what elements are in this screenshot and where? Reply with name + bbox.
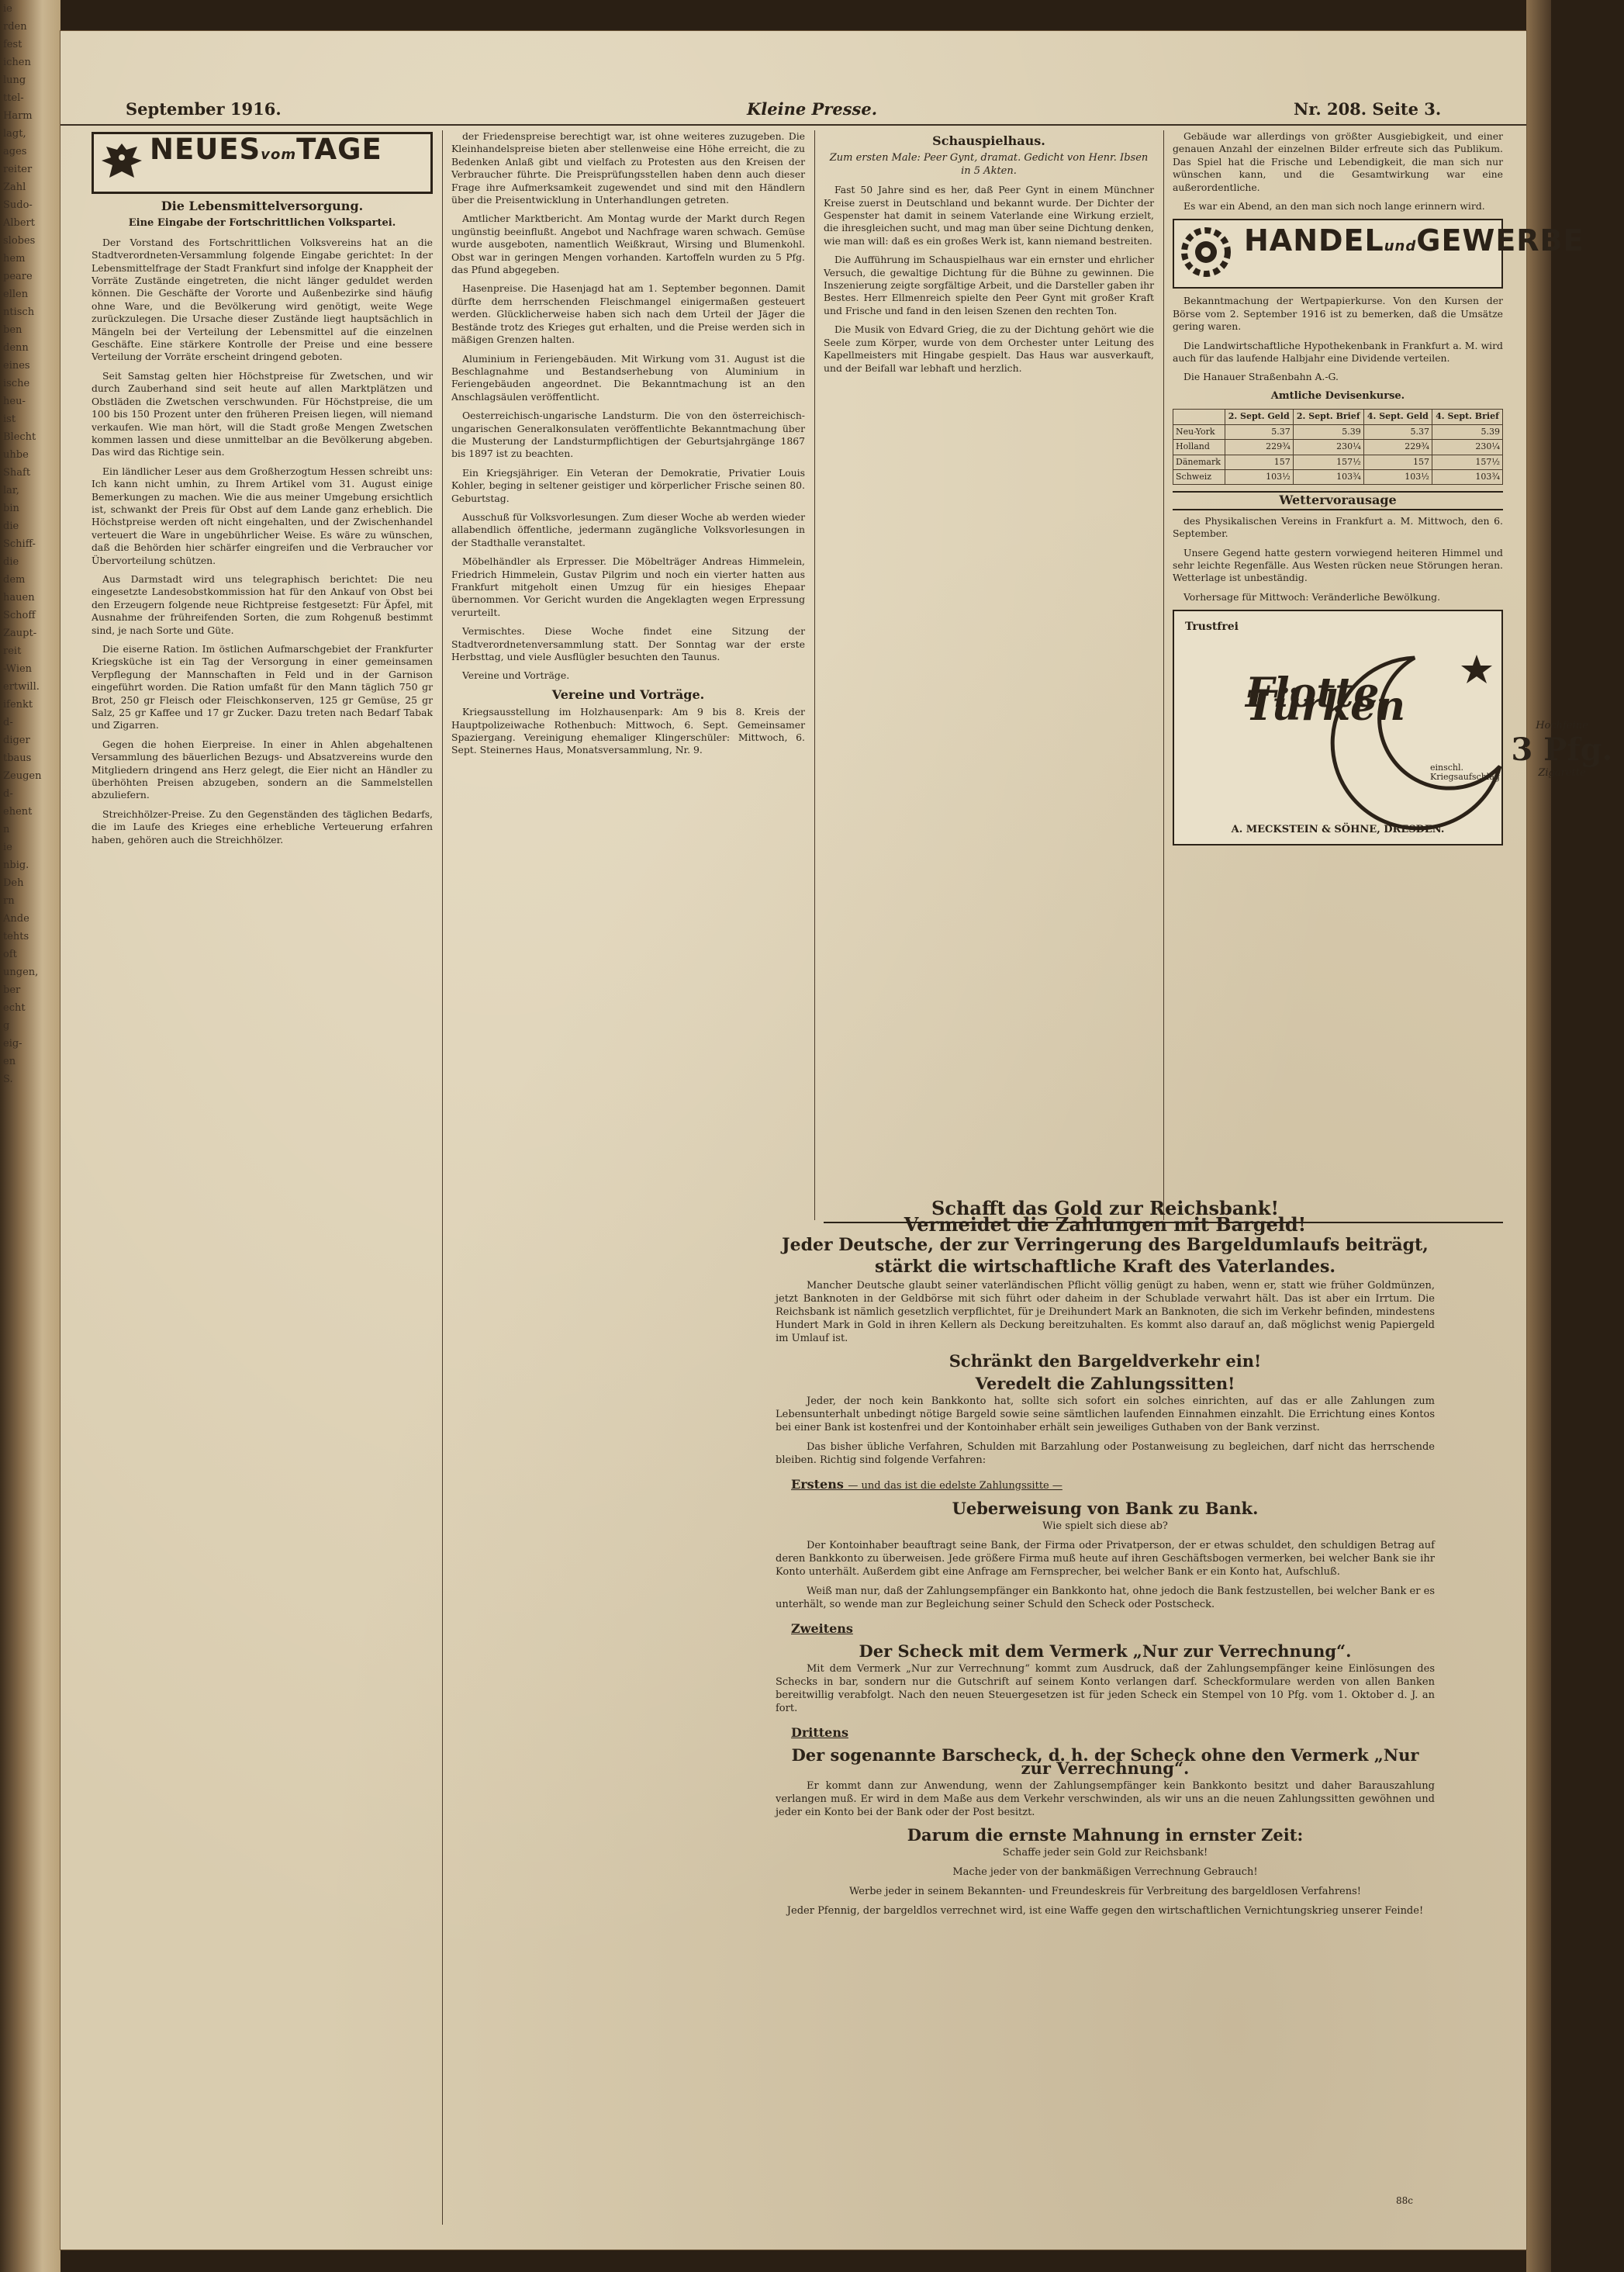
table-header-cell: 4. Sept. Brief: [1432, 410, 1502, 424]
article-paragraph: Hasenpreise. Die Hasenjagd hat am 1. September begonnen. Damit dürfte dem herrschenden Fleischmangel einigermaßen gesteuert werden. Glücklicherweise haben sich nach dem Urteil der Jäger die Bestände trotz des Krieges gut erhalten, und die Preise werden sich in mäßigen Grenzen halten.: [451, 282, 805, 346]
strip-line: uhbe: [3, 449, 29, 461]
strip-line: rden: [3, 21, 27, 33]
section-title: Die Lebensmittelversorgung.: [161, 199, 364, 213]
strip-line: lar,: [3, 485, 19, 496]
appeal-headline-3: Jeder Deutsche, der zur Verringerung des Bargeldumlaufs beiträgt, stärkt die wirtschaftliche Kraft des Vaterlandes.: [782, 1235, 1429, 1277]
table-cell: Holland: [1173, 440, 1225, 455]
strip-line: nbig.: [3, 859, 29, 871]
handel-articles: [1173, 295, 1503, 383]
strip-line: ie: [3, 3, 12, 15]
table-cell: 157: [1363, 455, 1432, 469]
column-rule: [814, 130, 815, 1220]
strip-line: ehent: [3, 806, 33, 818]
strip-line: ber: [3, 984, 21, 996]
appeal-headline: Schafft das Gold zur Reichsbank!: [931, 1197, 1279, 1219]
strip-line: hauen: [3, 592, 35, 603]
article-paragraph: Ausschuß für Volksvorlesungen. Zum dieser Woche ab werden wieder allabendlich öffentliche, jedermann zugängliche Volksvorlesungen in der Stadthalle veranstaltet.: [451, 510, 805, 548]
strip-line: -Wien: [3, 663, 33, 675]
devisen-title: Amtliche Devisenkurse.: [1270, 389, 1405, 402]
table-header-cell: 4. Sept. Geld: [1363, 410, 1432, 424]
table-cell: 5.39: [1293, 424, 1363, 439]
devisen-table: [1173, 409, 1503, 485]
strip-line: Shaft: [3, 467, 31, 479]
strip-line: reit: [3, 645, 22, 657]
weather-paragraph: Unsere Gegend hatte gestern vorwiegend heiteren Himmel und sehr leichte Regenfälle. Aus Westen rücken neue Störungen heran. Wetterlage ist unbeständig.: [1173, 546, 1503, 584]
strip-line: die: [3, 556, 19, 568]
appeal-heading: Der Scheck mit dem Vermerk „Nur zur Verrechnung“.: [859, 1641, 1352, 1661]
table-row: [1173, 424, 1503, 439]
strip-line: reiter: [3, 164, 33, 175]
strip-line: Sudo-: [3, 199, 33, 211]
article-paragraph: Möbelhändler als Erpresser. Die Möbelträger Andreas Himmelein, Friedrich Himmelein, Gustav Pilgrim und noch ein vierter hatten aus Frankfurt mitgeholt einen Umzug für ein hiesiges Ehepaar übernommen. Vor Gericht wurden die Angeklagten wegen Erpressung verurteilt.: [451, 555, 805, 618]
table-header-row: [1173, 410, 1503, 424]
strip-line: bin: [3, 503, 19, 514]
strip-line: denn: [3, 342, 29, 354]
weather-forecast: [1173, 515, 1503, 603]
article-paragraph: Aluminium in Feriengebäuden. Mit Wirkung vom 31. August ist die Beschlagnahme und Bestandserhebung von Aluminium in Feriengebäuden angeordnet. Die Bekanntmachung ist an den Anschlagsäulen veröffentlicht.: [451, 352, 805, 403]
ad-price: 3 Pfg.: [1511, 731, 1613, 768]
ad-kriegsaufschlag: einschl. Kriegsaufschlag: [1430, 763, 1500, 783]
page-header: [60, 31, 1526, 119]
ad-hochfeine: Hochfeine: [1536, 720, 1588, 732]
table-cell: Neu-York: [1173, 424, 1225, 439]
strip-line: Zahl: [3, 182, 26, 193]
table-cell: 5.37: [1225, 424, 1293, 439]
appeal-paragraph: Der Kontoinhaber beauftragt seine Bank, der Firma oder Privatperson, der er etwas schuldet, den schuldigen Betrag auf deren Bankkonto zu überweisen. Jede größere Firma muß heute auf ihren Geschäftsbogen vermerken, bei welcher Bank sie ihr Konto unterhält. Außerdem gibt eine Anfrage am Fernsprecher, bei welcher Bank er ein Konto hat, Aufschluß.: [776, 1540, 1435, 1578]
strip-line: heu-: [3, 396, 26, 407]
business-paragraph: Die Hanauer Straßenbahn A.-G.: [1183, 371, 1339, 383]
column-rule: [442, 130, 443, 2225]
table-cell: 5.37: [1363, 424, 1432, 439]
article-paragraph: Vermischtes. Diese Woche findet eine Sitzung der Stadtverordnetenversammlung statt. Der Sonntag war der erste Herbsttag, und viele Ausflügler besuchten den Taunus.: [451, 625, 805, 663]
column-2-articles: [451, 130, 805, 683]
strip-line: Ande: [3, 913, 29, 925]
ad-zigarette: Zigarette: [1538, 766, 1586, 779]
strip-line: lung: [3, 74, 26, 86]
column-1: [92, 130, 433, 2225]
column-2: [451, 130, 805, 2225]
review-paragraph: Es war ein Abend, an den man sich noch lange erinnern wird.: [1183, 200, 1485, 213]
vereine-text: Kriegsausstellung im Holzhausenpark: Am 9 bis 8. Kreis der Hauptpolizeiwache Rothenbuch: Mittwoch, 6. Sept. Gemeinsamer Spaziergang. Vereinigung ehemaliger Klingerschüler: Mittwoch, 6. Sept. Steinernes Haus, Monatsversammlung, Nr. 9.: [451, 706, 805, 756]
appeal-question: Wie spielt sich diese ab?: [1042, 1520, 1168, 1532]
article-paragraph: Ein Kriegsjähriger. Ein Veteran der Demokratie, Privatier Louis Kohler, beging in seltener geistiger und körperlicher Frische seinen 80. Geburtstag.: [451, 466, 805, 504]
banner-title: HANDELundGEWERBE: [1244, 223, 1584, 258]
table-cell: 103½: [1225, 469, 1293, 484]
appeal-paragraph: Jeder, der noch kein Bankkonto hat, sollte sich sofort ein solches einrichten, auf das er alle Zahlungen zum Lebensunterhalt unbedingt nötige Bargeld sowie seine sämtlichen laufenden Einnahmen einzahlt. Die Errichtung eines Kontos bei einer Bank ist kostenfrei und der Kontoinhaber erhält sein jeweiliges Guthaben von der Bank verzinst.: [776, 1395, 1435, 1433]
column-4: [1173, 130, 1613, 1216]
appeal-paragraph: Mancher Deutsche glaubt seiner vaterländischen Pflicht völlig genügt zu haben, wenn er, statt wie früher Goldmünzen, jetzt Banknoten in der Geldbörse mit sich führt oder daheim in der Schublade verwahrt hält. Das ist aber ein Irrtum. Die Reichsbank ist nämlich gesetzlich verpflichtet, für je Dreihundert Mark an Banknoten, die sich im Verkehr befinden, mindestens Hundert Mark in Gold in ihren Kellern als Deckung bereitzuhalten. Es kommt also darauf an, daß möglichst wenig Papiergeld im Umlauf ist.: [776, 1280, 1435, 1344]
strip-line: ungen,: [3, 967, 39, 978]
strip-line: fest: [3, 39, 22, 50]
gear-icon: [1179, 225, 1233, 279]
zweitens-lead: Zweitens: [791, 1621, 853, 1636]
appeal-paragraph: Weiß man nur, daß der Zahlungsempfänger ein Bankkonto hat, ohne jedoch die Bank festzustellen, bei welcher Bank er es unterhält, so wende man zur Begleichung seiner Schuld den Scheck oder Postscheck.: [776, 1586, 1435, 1610]
article-paragraph: Vereine und Vorträge.: [462, 669, 570, 682]
page-corner-mark: 88c: [1396, 2195, 1413, 2206]
handel-und-gewerbe-banner: [1173, 219, 1584, 289]
masthead-title: NEUESvomTAGE: [150, 133, 382, 166]
table-header-cell: [1173, 410, 1225, 424]
article-paragraph: Amtlicher Marktbericht. Am Montag wurde der Markt durch Regen ungünstig beeinflußt. Angebot und Nachfrage waren schwach. Gemüse wurde ausgeboten, namentlich Weißkraut, Wirsing und Blumenkohl. Obst war in geringen Mengen vorhanden. Kartoffeln wurden zu 5 Pfg. das Pfund abgegeben.: [451, 213, 805, 276]
review-paragraph: Gebäude war allerdings von größter Ausgiebigkeit, und einer genauen Anzahl der einzelnen Bilder erfreute sich das Publikum. Das Spiel hat die Frische und Lebendigkeit, die man sich nur wünschen kann, und die Gesamtwirkung war eine außerordentliche.: [1173, 130, 1503, 193]
strip-line: d-: [3, 717, 13, 728]
strip-line: ische: [3, 378, 30, 389]
article-paragraph: Oesterreichisch-ungarische Landsturm. Die von den österreichisch-ungarischen Generalkonsulaten veröffentlichte Bekanntmachung über die Musterung der Landsturmpflichtigen der Geburtsjahrgänge 1867 bis 1897 ist zu beachten.: [451, 410, 805, 460]
table-header-cell: 2. Sept. Geld: [1225, 410, 1293, 424]
strip-line: Zaupt-: [3, 628, 37, 639]
strip-line: ertwill.: [3, 681, 40, 693]
adjacent-page-strip: [0, 0, 47, 2272]
appeal-call: Jeder Pfennig, der bargeldlos verrechnet wird, ist eine Waffe gegen den wirtschaftlichen Vernichtungskrieg unserer Feinde!: [786, 1905, 1424, 1917]
weather-title: Wettervorausage: [1173, 491, 1503, 510]
strip-line: ellen: [3, 289, 29, 300]
article-paragraph: Aus Darmstadt wird uns telegraphisch berichtet: Die neu eingesetzte Landesobstkommission hat für den Ankauf von Obst bei den Erzeugern folgende neue Richtpreise festgesetzt: Für Äpfel, mit Ausnahme der frühreifenden Sorten, die zum Rohgenuß bestimmt sind, je nach Sorte und Güte.: [92, 572, 433, 636]
table-cell: 5.39: [1432, 424, 1502, 439]
strip-line: g: [3, 1020, 10, 1032]
play-subtitle: Zum ersten Male: Peer Gynt, dramat. Gedicht von Henr. Ibsen in 5 Akten.: [829, 152, 1149, 177]
appeal-call: Mache jeder von der bankmäßigen Verrechnung Gebrauch!: [952, 1866, 1258, 1878]
strip-line: tbaus: [3, 752, 32, 764]
appeal-paragraph: Er kommt dann zur Anwendung, wenn der Zahlungsempfänger kein Bankkonto besitzt und daher Barauszahlung verlangen muß. Er wird in dem Maße aus dem Verkehr verschwinden, als wir uns an die neuen Zahlungssitten gewöhnen und jeder ein Konto bei der Bank oder der Post besitzt.: [776, 1780, 1435, 1818]
table-cell: 103¾: [1293, 469, 1363, 484]
business-paragraph: Bekanntmachung der Wertpapierkurse. Von den Kursen der Börse vom 2. September 1916 ist zu bemerken, daß die Umsätze gering waren.: [1173, 295, 1503, 333]
strip-line: oft: [3, 949, 17, 960]
article-paragraph: Seit Samstag gelten hier Höchstpreise für Zwetschen, und wir durch Zauberhand sind seit heute auf allen Marktplätzen und Obstläden die Zwetschen verschwunden. Für Höchstpreise, die um 100 bis 150 Prozent unter den früheren Preisen liegen, will niemand verkaufen. Wie man hört, will die Stadt große Mengen Zwetschen kommen lassen und diese unmittelbar an die Bevölkerung abgeben. Das wird das Richtige sein.: [92, 369, 433, 458]
strip-line: ist: [3, 413, 16, 425]
strip-line: peare: [3, 271, 33, 282]
column-1-articles: [92, 237, 433, 846]
weather-paragraph: Vorhersage für Mittwoch: Veränderliche Bewölkung.: [1183, 590, 1441, 603]
page-number: Nr. 208. Seite 3.: [1294, 99, 1442, 119]
review-paragraph: Die Aufführung im Schauspielhaus war ein ernster und ehrlicher Versuch, die gewaltige Dichtung für die Bühne zu gewinnen. Die Inszenierung zeigte sorgfältige Arbeit, und die Darsteller gaben ihr Bestes. Herr Ellmenreich spielte den Peer Gynt mit großer Kraft und Frische und fand in den leisen Szenen den rechten Ton.: [824, 254, 1154, 316]
newspaper-name: Kleine Presse.: [747, 99, 878, 119]
table-cell: Schweiz: [1173, 469, 1225, 484]
reichsbank-gold-appeal: [776, 1198, 1435, 2207]
strip-line: diger: [3, 735, 30, 746]
strip-line: Deh: [3, 877, 24, 889]
article-paragraph: Der Vorstand des Fortschrittlichen Volksvereins hat an die Stadtverordneten-Versammlung folgende Eingabe gerichtet: In der Lebensmittelfrage der Stadt Frankfurt sind infolge der Knappheit der Vorräte Zustände eingetreten, die nicht länger geduldet werden können. Die Geschäfte der Vororte und Außenbezirke sind häufig ohne Ware, und die Bevölkerung wird genötigt, weite Wege zurückzulegen. Die Ursache dieser Zustände liegt hauptsächlich in Mängeln bei der Verteilung der Lebensmittel auf die einzelnen Geschäfte. Eine stärkere Kontrolle der Preise und eine bessere Verteilung der Vorräte erscheint dringend geboten.: [92, 236, 433, 363]
appeal-call: Werbe jeder in seinem Bekannten- und Freundeskreis für Verbreitung des bargeldlosen Verfahrens!: [848, 1886, 1361, 1897]
appeal-heading: Der sogenannte Barscheck, d. h. der Scheck ohne den Vermerk „Nur zur Verrechnung“.: [791, 1745, 1419, 1778]
column-3-articles: [824, 184, 1154, 375]
strip-line: ttel-: [3, 92, 24, 104]
header-rule: [60, 124, 1526, 126]
ad-price-box: [1500, 720, 1624, 780]
table-cell: Dänemark: [1173, 455, 1225, 469]
strip-line: n: [3, 824, 10, 835]
strip-line: eines: [3, 360, 30, 372]
strip-line: die: [3, 520, 19, 532]
strip-line: en: [3, 1056, 16, 1067]
table-cell: 230¼: [1293, 440, 1363, 455]
appeal-heading: Darum die ernste Mahnung in ernster Zeit:: [907, 1825, 1304, 1845]
erstens-lead: Erstens — und das ist die edelste Zahlungssitte —: [791, 1477, 1063, 1492]
section-title: Schauspielhaus.: [932, 133, 1045, 148]
drittens-lead: Drittens: [791, 1725, 848, 1740]
article-paragraph: Ein ländlicher Leser aus dem Großherzogtum Hessen schreibt uns: Ich kann nicht umhin, zu Ihrem Artikel vom 31. August einige Bemerkungen zu machen. Wie die aus meiner Umgebung ersichtlich ist, schwankt der Preis für Obst auf dem Lande ganz erheblich. Die Höchstpreise werden oft nicht eingehalten, und der Zwischenhandel verteuert die Ware in ungebührlicher Weise. Es wäre zu wünschen, daß die Behörden hier schärfer eingreifen und die Verbraucher vor Übervorteilung schützen.: [92, 465, 433, 566]
strip-line: ben: [3, 324, 22, 336]
eagle-icon: [98, 139, 145, 185]
strip-line: hem: [3, 253, 26, 265]
strip-line: dem: [3, 574, 26, 586]
appeal-headline-2: Vermeidet die Zahlungen mit Bargeld!: [904, 1213, 1307, 1236]
column-rule: [1163, 130, 1164, 1220]
ad-manufacturer: A. MECKSTEIN & SÖHNE, DRESDEN.: [1231, 823, 1445, 835]
review-paragraph: Die Musik von Edvard Grieg, die zu der Dichtung gehört wie die Seele zum Körper, wurde von dem Orchester unter Leitung des Kapellmeisters mit Hingabe gespielt. Das Haus war ausverkauft, und der Beifall war lebhaft und herzlich.: [824, 323, 1154, 374]
ad-brand-name: Flotte Türken: [1246, 669, 1406, 730]
issue-date: September 1916.: [126, 99, 282, 119]
table-cell: 157½: [1293, 455, 1363, 469]
strip-line: Harm: [3, 110, 33, 122]
table-cell: 230¼: [1432, 440, 1502, 455]
strip-line: rn: [3, 895, 15, 907]
table-cell: 103½: [1363, 469, 1432, 484]
scan-right-edge: [1526, 0, 1551, 2272]
appeal-paragraph: Mit dem Vermerk „Nur zur Verrechnung“ kommt zum Ausdruck, daß der Zahlungsempfänger keine Einlösungen des Schecks in bar, sondern nur die Gutschrift auf seinem Konto verlangen darf. Scheckformulare werden von allen Banken bereitwillig verabfolgt. Nach den neuen Steuergesetzen ist für jeden Scheck ein Stempel von 10 Pfg. vom 1. Oktober d. J. an fort.: [776, 1663, 1435, 1714]
strip-line: Blecht: [3, 431, 36, 443]
article-paragraph: Die eiserne Ration. Im östlichen Aufmarschgebiet der Frankfurter Kriegsküche ist ein Tag der Versorgung in einer gemeinsamen Verpflegung der Mannschaften in Feld und in der Garnison eingeführt worden. Die Ration umfaßt für den Mann täglich 750 gr Brot, 250 gr Fleisch oder Fleischkonserven, 125 gr Gemüse, 25 gr Salz, 25 gr Kaffee und 17 gr Zucker. Dazu treten nach Bedarf Tabak und Zigarren.: [92, 643, 433, 731]
strip-line: Albert: [3, 217, 35, 229]
strip-line: echt: [3, 1002, 26, 1014]
strip-line: ie: [3, 842, 12, 853]
article-paragraph: Streichhölzer-Preise. Zu den Gegenständen des täglichen Bedarfs, die im Laufe des Krieges eine erhebliche Verteuerung erfahren haben, gehören auch die Streichhölzer.: [92, 807, 433, 846]
strip-line: lagt,: [3, 128, 26, 140]
table-row: [1173, 455, 1503, 469]
table-row: [1173, 440, 1503, 455]
table-row: [1173, 469, 1503, 484]
table-cell: 229¾: [1363, 440, 1432, 455]
article-paragraph: Gegen die hohen Eierpreise. In einer in Ahlen abgehaltenen Versammlung des bäuerlichen Bezugs- und Absatzvereins wurde den Mitgliedern dringend ans Herz gelegt, die Eier nicht an Händler zu überhöhten Preisen abzugeben, sondern an die Sammelstellen abzuliefern.: [92, 738, 433, 801]
appeal-heading: Schränkt den Bargeldverkehr ein!: [948, 1351, 1262, 1371]
appeal-paragraph: Das bisher übliche Verfahren, Schulden mit Barzahlung oder Postanweisung zu begleichen, darf nicht das herrschende bleiben. Richtig sind folgende Verfahren:: [776, 1441, 1435, 1466]
neues-vom-tage-masthead: [92, 132, 433, 194]
column-4-articles: [1173, 130, 1503, 213]
strip-line: ages: [3, 146, 27, 157]
appeal-heading: Veredelt die Zahlungssitten!: [975, 1374, 1235, 1393]
strip-line: Schiff-: [3, 538, 36, 550]
strip-line: ntisch: [3, 306, 35, 318]
ad-trustfrei: Trustfrei: [1185, 621, 1239, 634]
strip-line: slobes: [3, 235, 36, 247]
column-3: [824, 130, 1154, 1216]
article-paragraph: der Friedenspreise berechtigt war, ist ohne weiteres zuzugeben. Die Kleinhandelspreise bieten aber stellenweise eine Höhe erreicht, die zu Bedenken Anlaß gibt und vielfach zu Protesten aus den Kreisen der Verbraucher führte. Die Preisprüfungsstellen haben denn auch dieser Frage ihre Aufmerksamkeit zugewendet und sind mit den Händlern über die Preisentwicklung in Unterhandlungen getreten.: [451, 130, 805, 206]
appeal-call: Schaffe jeder sein Gold zur Reichsbank!: [1002, 1847, 1208, 1859]
table-cell: 157½: [1432, 455, 1502, 469]
strip-line: ichen: [3, 57, 31, 68]
table-cell: 103¾: [1432, 469, 1502, 484]
strip-line: d-: [3, 788, 13, 800]
strip-line: S.: [3, 1074, 13, 1085]
vereine-heading: Vereine und Vorträge.: [551, 686, 705, 702]
strip-line: ifenkt: [3, 699, 33, 711]
strip-line: Zeugen: [3, 770, 42, 782]
strip-line: eig-: [3, 1038, 22, 1050]
strip-line: tehts: [3, 931, 29, 942]
business-paragraph: Die Landwirtschaftliche Hypothekenbank in Frankfurt a. M. wird auch für das laufende Halbjahr eine Dividende verteilen.: [1173, 339, 1503, 365]
table-header-cell: 2. Sept. Brief: [1293, 410, 1363, 424]
cigarette-advertisement: [1173, 610, 1613, 846]
appeal-heading: Ueberweisung von Bank zu Bank.: [952, 1499, 1259, 1518]
article-subheading: Eine Eingabe der Fortschrittlichen Volkspartei.: [128, 217, 396, 230]
strip-line: Schoff: [3, 610, 36, 621]
table-cell: 229¾: [1225, 440, 1293, 455]
weather-paragraph: des Physikalischen Vereins in Frankfurt a. M. Mittwoch, den 6. September.: [1173, 514, 1503, 540]
review-paragraph: Fast 50 Jahre sind es her, daß Peer Gynt in einem Münchner Kreise zuerst in Deutschland und bekannt wurde. Der Dichter der Gespenster hat damit in seinem Vaterlande eine Wirkung erzielt, die ihresgleichen sucht, und mag man über seine Dichtung denken, wie man will: daß es ein großes Werk ist, kann niemand bestreiten.: [824, 184, 1154, 247]
table-cell: 157: [1225, 455, 1293, 469]
